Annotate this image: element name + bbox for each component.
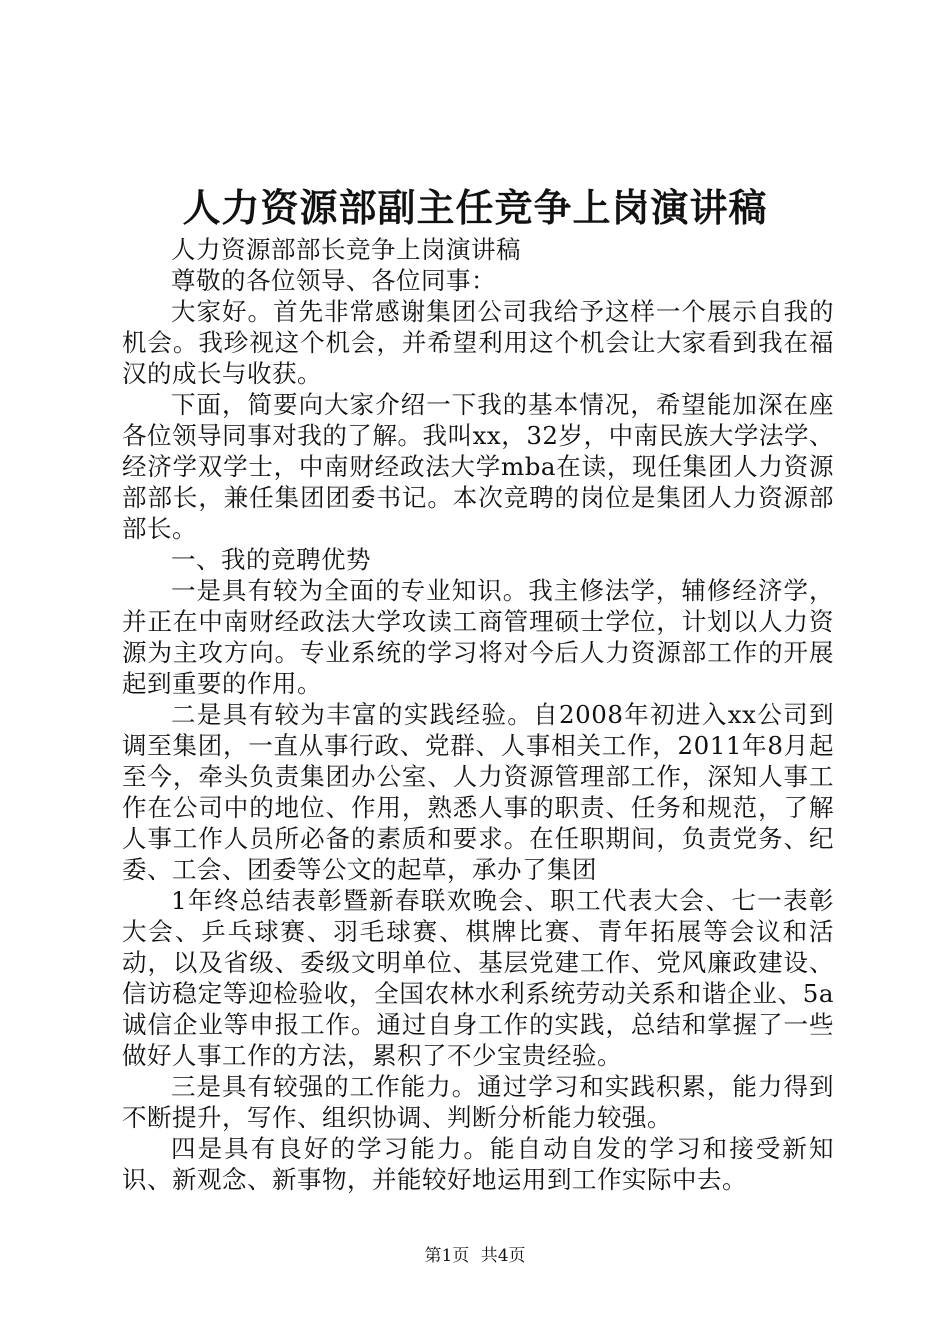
paragraph: 三是具有较强的工作能力。通过学习和实践积累，能力得到不断提升，写作、组织协调、判断分析能力较强。 <box>122 1072 834 1132</box>
paragraph: 大家好。首先非常感谢集团公司我给予这样一个展示自我的机会。我珍视这个机会，并希望利用这个机会让大家看到我在福汉的成长与收获。 <box>122 297 834 388</box>
document-title: 人力资源部副主任竞争上岗演讲稿 <box>182 186 768 230</box>
page-footer <box>0 1244 950 1268</box>
paragraph: 四是具有良好的学习能力。能自动自发的学习和接受新知识、新观念、新事物，并能较好地运用到工作实际中去。 <box>122 1134 834 1194</box>
paragraph: 二是具有较为丰富的实践经验。自2008年初进入xx公司到调至集团，一直从事行政、党群、人事相关工作，2011年8月起至今，牵头负责集团办公室、人力资源管理部工作，深知人事工作在公司中的地位、作用，熟悉人事的职责、任务和规范，了解人事工作人员所必备的素质和要求。在任职期间，负责党务、纪委、工会、团委等公文的起草，承办了集团 <box>122 700 834 884</box>
paragraph: 下面，简要向大家介绍一下我的基本情况，希望能加深在座各位领导同事对我的了解。我叫xx，32岁，中南民族大学法学、经济学双学士，中南财经政法大学mba在读，现任集团人力资源部部长，兼任集团团委书记。本次竞聘的岗位是集团人力资源部部长。 <box>122 390 834 543</box>
paragraph: 1年终总结表彰暨新春联欢晚会、职工代表大会、七一表彰大会、乒乓球赛、羽毛球赛、棋牌比赛、青年拓展等会议和活动，以及省级、委级文明单位、基层党建工作、党风廉政建设、信访稳定等迎检验收，全国农林水利系统劳动关系和谐企业、5a诚信企业等申报工作。通过自身工作的实践，总结和掌握了一些做好人事工作的方法，累积了不少宝贵经验。 <box>122 886 834 1070</box>
page-total: 共4页 <box>480 1246 526 1266</box>
paragraph-subtitle: 人力资源部部长竞争上岗演讲稿 <box>171 235 521 264</box>
section-heading: 一、我的竞聘优势 <box>171 545 371 574</box>
paragraph: 一是具有较为全面的专业知识。我主修法学，辅修经济学，并正在中南财经政法大学攻读工商管理硕士学位，计划以人力资源为主攻方向。专业系统的学习将对今后人力资源部工作的开展起到重要的作用。 <box>122 576 834 698</box>
document-body <box>122 234 834 1195</box>
page-number: 第1页 <box>424 1246 470 1266</box>
paragraph-salutation: 尊敬的各位领导、各位同事： <box>171 266 496 295</box>
